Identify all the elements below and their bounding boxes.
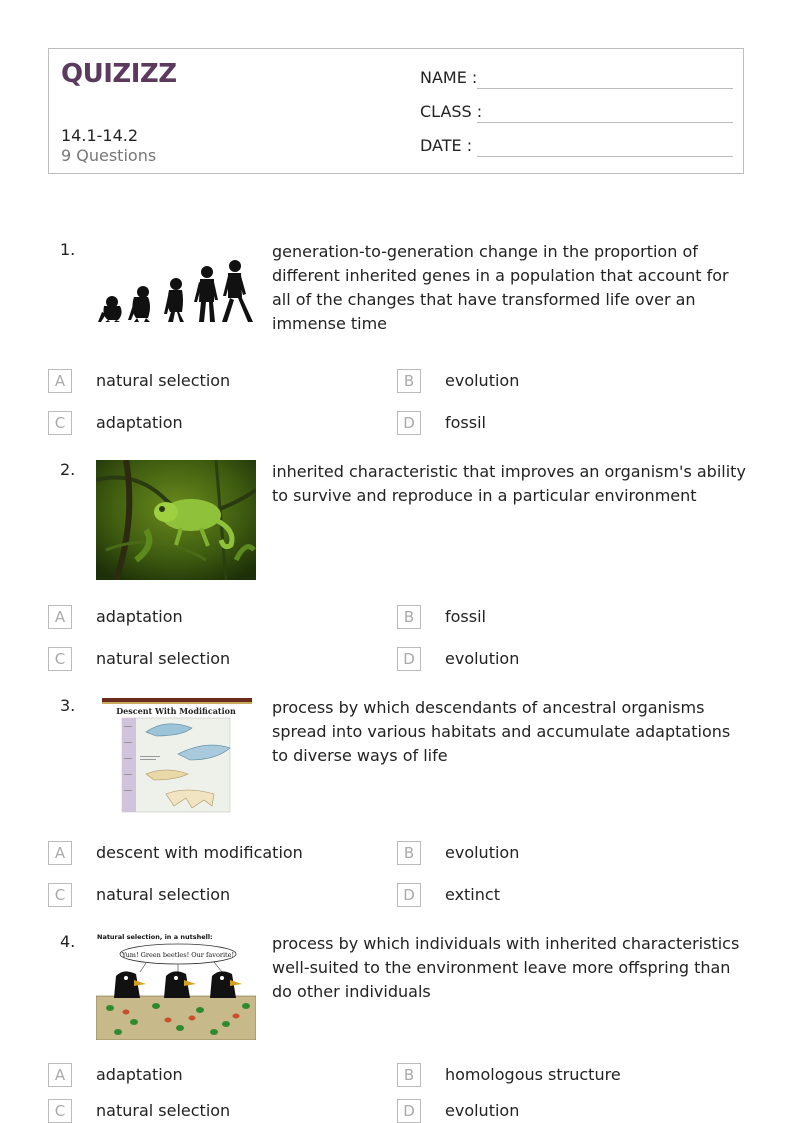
name-line bbox=[477, 88, 733, 89]
option-text: descent with modification bbox=[96, 843, 303, 862]
question-number: 2. bbox=[60, 460, 76, 479]
question-text: process by which descendants of ancestral organisms spread into various habitats and accumulate adaptations to diverse ways of life bbox=[272, 698, 731, 765]
cartoon-speech: Yum! Green beetles! Our favorite! bbox=[121, 951, 235, 959]
option-letter: A bbox=[48, 1063, 72, 1087]
cartoon-title: Natural selection, in a nutshell: bbox=[97, 933, 213, 941]
question-number: 1. bbox=[60, 240, 76, 259]
option-letter: B bbox=[397, 369, 421, 393]
option-letter: D bbox=[397, 1099, 421, 1123]
option-letter: B bbox=[397, 1063, 421, 1087]
option-text: natural selection bbox=[96, 1101, 231, 1120]
option-letter: C bbox=[48, 647, 72, 671]
class-line bbox=[477, 122, 733, 123]
option-text: natural selection bbox=[96, 371, 231, 390]
option-letter: B bbox=[397, 841, 421, 865]
class-label: CLASS : bbox=[420, 102, 483, 121]
evolution-silhouette-image bbox=[96, 240, 256, 360]
option-text: natural selection bbox=[96, 885, 231, 904]
question-text: generation-to-generation change in the proportion of different inherited genes in a population that account for all of the changes that have transformed life over an immense time bbox=[272, 242, 729, 333]
option-text: evolution bbox=[445, 649, 520, 668]
option-text: fossil bbox=[445, 607, 486, 626]
worksheet-header bbox=[48, 48, 744, 174]
option-text: fossil bbox=[445, 413, 486, 432]
name-label: NAME : bbox=[420, 68, 478, 87]
option-letter: A bbox=[48, 605, 72, 629]
option-text: adaptation bbox=[96, 1065, 183, 1084]
option-letter: C bbox=[48, 411, 72, 435]
option-letter: D bbox=[397, 883, 421, 907]
option-text: homologous structure bbox=[445, 1065, 621, 1084]
date-line bbox=[477, 156, 733, 157]
option-letter: D bbox=[397, 411, 421, 435]
question-text: inherited characteristic that improves an organism's ability to survive and reproduce in a particular environment bbox=[272, 462, 746, 505]
question-number: 3. bbox=[60, 696, 76, 715]
option-text: evolution bbox=[445, 371, 520, 390]
date-label: DATE : bbox=[420, 136, 473, 155]
natural-selection-cartoon-image bbox=[96, 932, 256, 1052]
option-text: extinct bbox=[445, 885, 500, 904]
option-text: adaptation bbox=[96, 413, 183, 432]
option-text: evolution bbox=[445, 1101, 520, 1120]
question-text: process by which individuals with inherited characteristics well-suited to the environment leave more offspring than do other individuals bbox=[272, 934, 740, 1001]
option-letter: C bbox=[48, 883, 72, 907]
option-letter: B bbox=[397, 605, 421, 629]
option-letter: A bbox=[48, 369, 72, 393]
option-letter: A bbox=[48, 841, 72, 865]
quizizz-logo: QUIZIZZ bbox=[61, 59, 177, 89]
diagram-title: Descent With Modification bbox=[116, 706, 236, 716]
chameleon-image bbox=[96, 460, 256, 580]
question-count: 9 Questions bbox=[61, 146, 157, 165]
option-text: adaptation bbox=[96, 607, 183, 626]
option-text: natural selection bbox=[96, 649, 231, 668]
worksheet-title: 14.1-14.2 bbox=[61, 126, 139, 145]
option-letter: C bbox=[48, 1099, 72, 1123]
question-number: 4. bbox=[60, 932, 76, 951]
descent-diagram-image bbox=[96, 696, 256, 816]
option-letter: D bbox=[397, 647, 421, 671]
option-text: evolution bbox=[445, 843, 520, 862]
